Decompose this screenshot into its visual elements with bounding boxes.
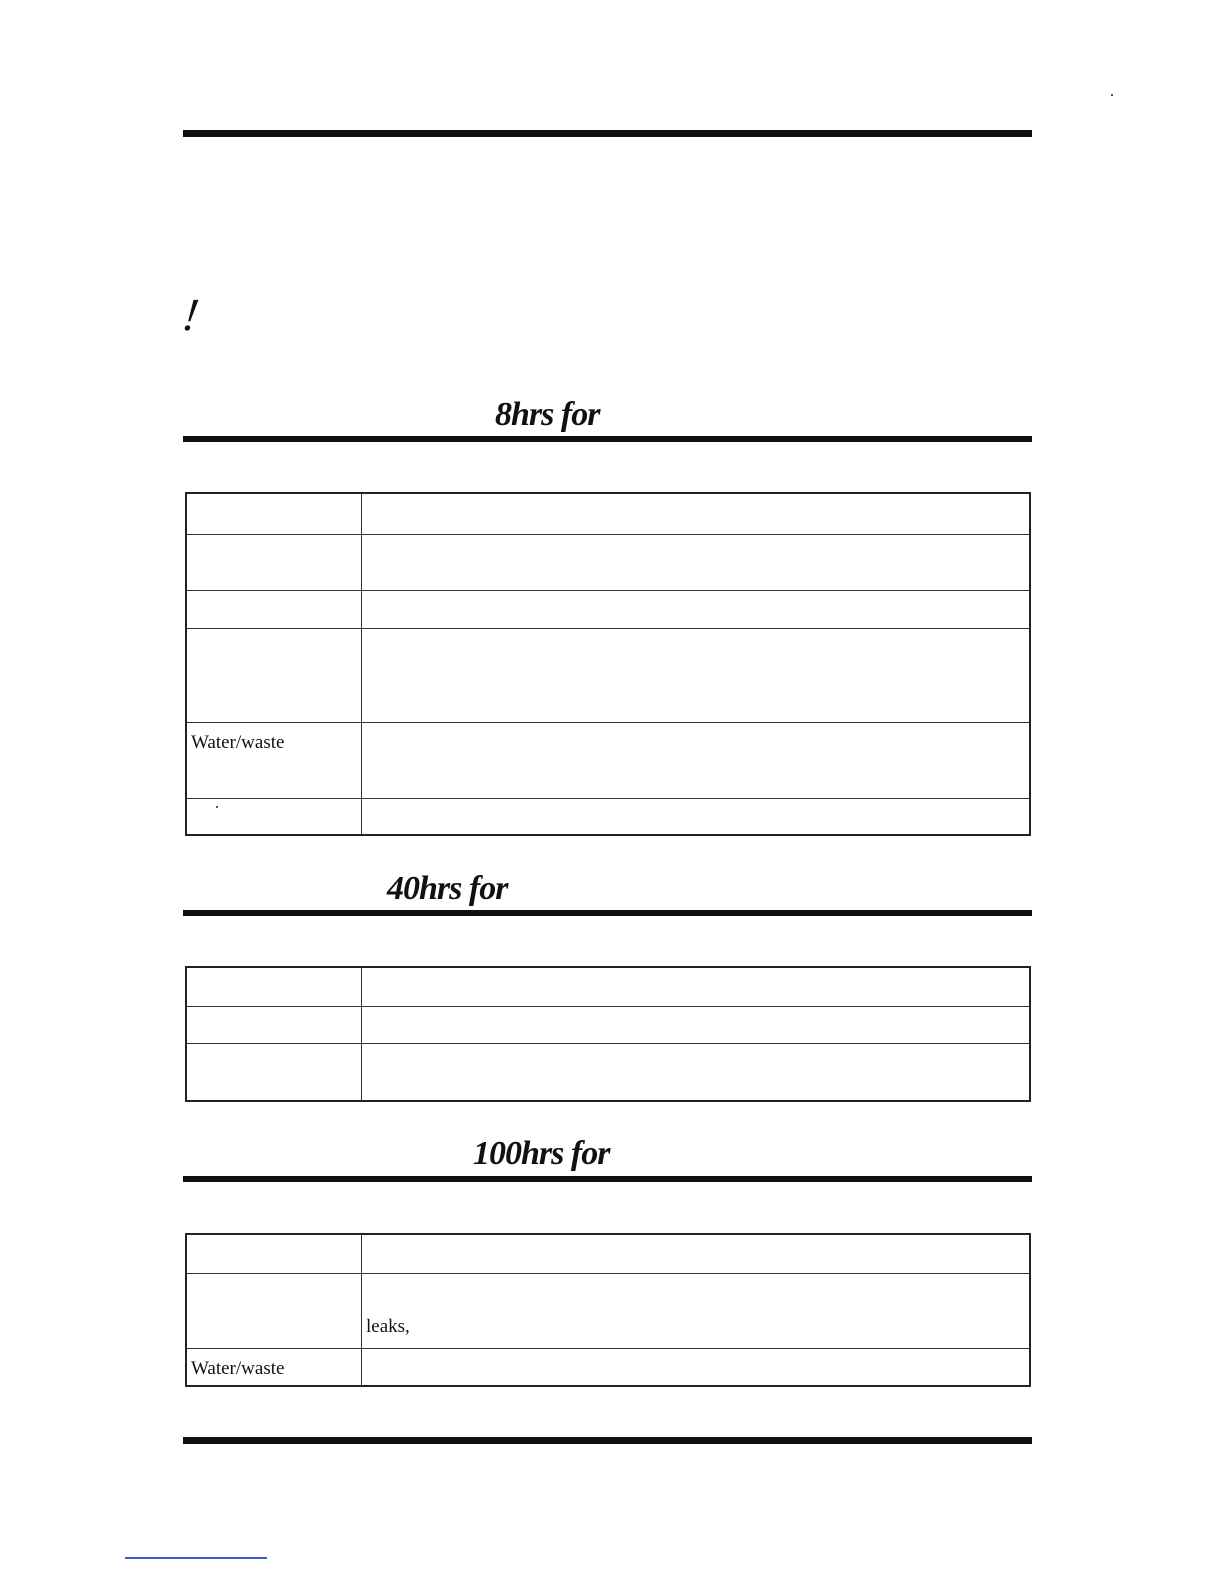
section-rule-40hrs: [183, 910, 1032, 916]
row-label: [186, 1006, 362, 1043]
row-label: [186, 628, 362, 722]
scan-speck: [216, 806, 218, 808]
table-row: [186, 1043, 1030, 1101]
row-label: [186, 1273, 362, 1348]
row-label: [186, 493, 362, 534]
scan-speck: [1111, 94, 1113, 96]
row-text: [362, 967, 1031, 1006]
table-row: [186, 628, 1030, 722]
row-text: [362, 722, 1031, 798]
table-row: [186, 1273, 1030, 1348]
table-row: [186, 1234, 1030, 1273]
row-label: [186, 1348, 362, 1386]
section-heading-8hrs: 8hrs for: [495, 396, 600, 433]
row-text: [362, 590, 1031, 628]
schedule-table-100hrs: [185, 1233, 1031, 1387]
row-label-text: Water/waste: [191, 731, 285, 753]
row-text-content: leaks,: [366, 1315, 410, 1337]
section-heading-40hrs: 40hrs for: [387, 870, 508, 907]
table-row: [186, 1348, 1030, 1386]
row-text: [362, 1348, 1031, 1386]
row-label: [186, 967, 362, 1006]
section-rule-100hrs: [183, 1176, 1032, 1182]
table-row: [186, 590, 1030, 628]
row-label: [186, 1234, 362, 1273]
row-text: [362, 798, 1031, 835]
table-row: [186, 967, 1030, 1006]
section-heading-100hrs: 100hrs for: [473, 1135, 610, 1172]
row-label: [186, 534, 362, 590]
row-text: [362, 1273, 1031, 1348]
row-text: [362, 1006, 1031, 1043]
table-row: [186, 1006, 1030, 1043]
row-label: [186, 1043, 362, 1101]
row-text: [362, 1043, 1031, 1101]
row-label: [186, 722, 362, 798]
row-text: [362, 1234, 1031, 1273]
link-underline[interactable]: [125, 1557, 267, 1559]
table-row: [186, 798, 1030, 835]
schedule-table-8hrs: [185, 492, 1031, 836]
table-row: [186, 493, 1030, 534]
row-text: [362, 493, 1031, 534]
top-rule: [183, 130, 1032, 137]
row-label: [186, 590, 362, 628]
section-rule-8hrs: [183, 436, 1032, 442]
row-label-text: Water/waste: [191, 1357, 285, 1379]
warning-exclamation-icon: !: [179, 289, 202, 340]
row-text: [362, 628, 1031, 722]
row-text: [362, 534, 1031, 590]
bottom-rule: [183, 1437, 1032, 1444]
table-row: [186, 722, 1030, 798]
table-row: [186, 534, 1030, 590]
row-label: [186, 798, 362, 835]
schedule-table-40hrs: [185, 966, 1031, 1102]
